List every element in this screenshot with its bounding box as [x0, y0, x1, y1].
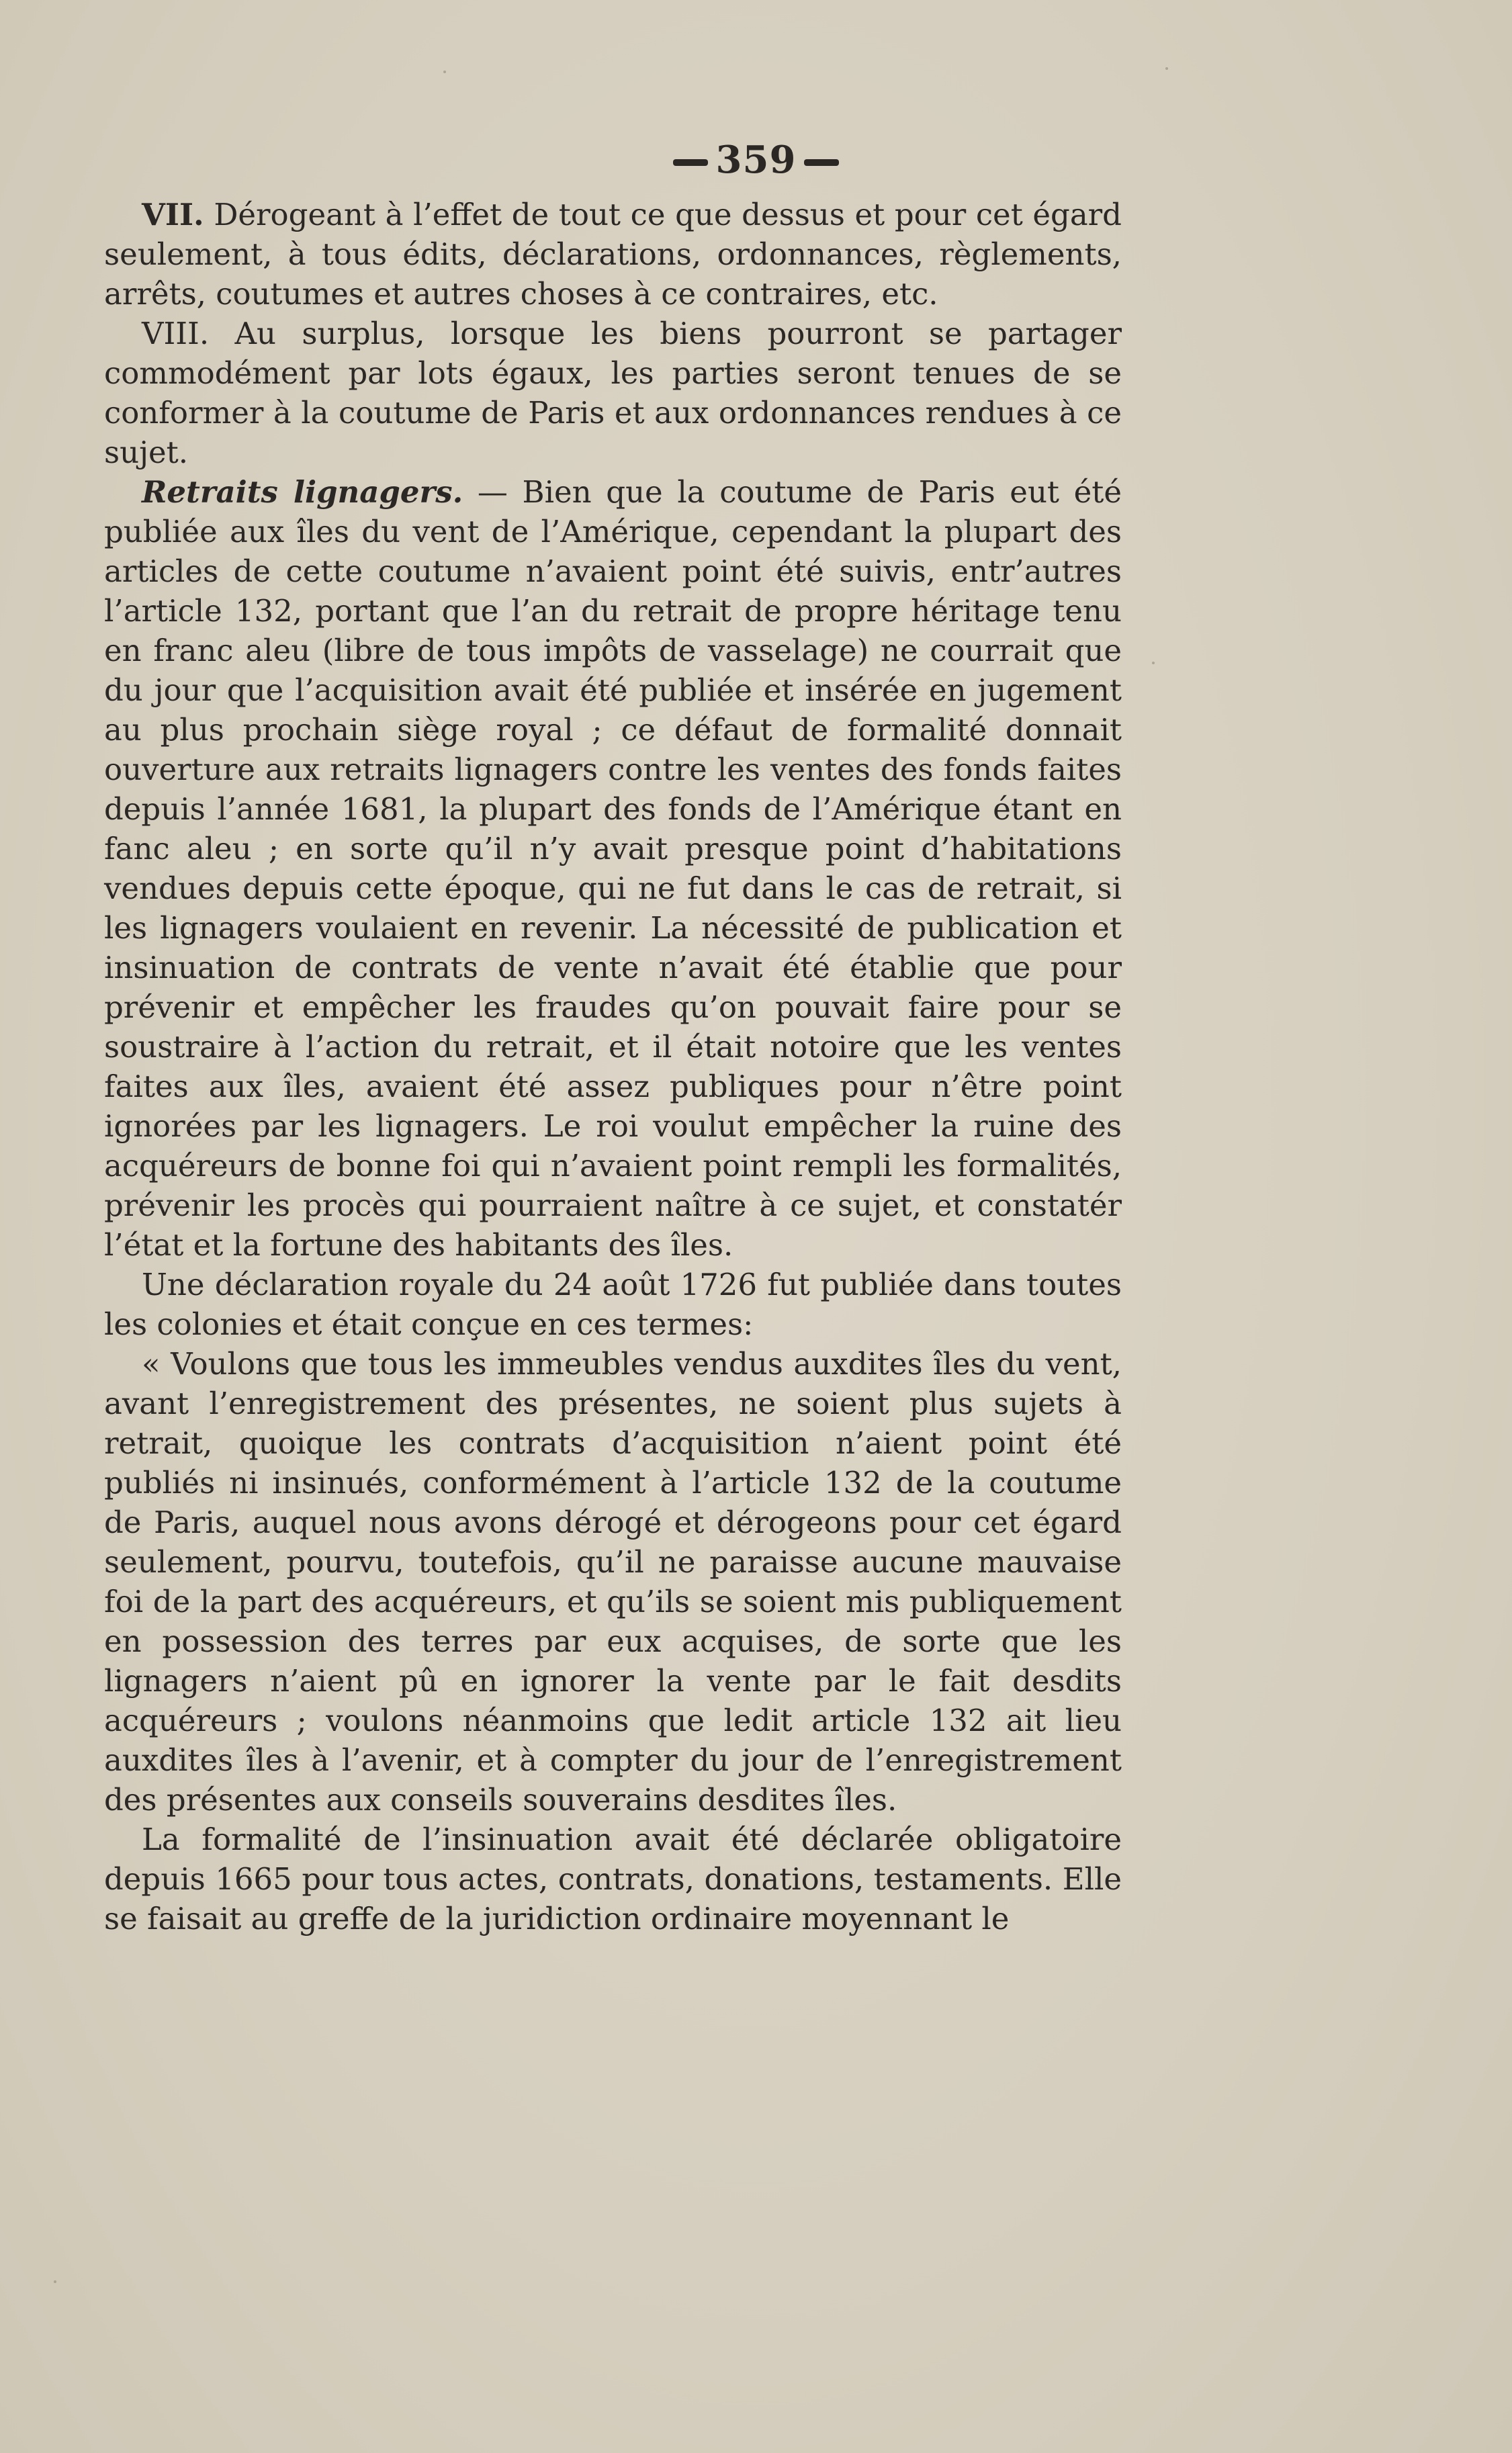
paper-speck — [443, 71, 446, 73]
left-dash-ornament — [673, 159, 708, 166]
paragraph-retraits-lignagers — [104, 472, 1122, 1265]
paper-speck — [1165, 67, 1168, 70]
right-dash-ornament — [804, 159, 839, 166]
paragraph-text: « Voulons que tous les immeubles vendus auxdites îles du vent, avant l’enregistrement des présentes, ne soient plus sujets à retrait, quoique les contrats d’acquisition n’aient point été publiés ni insinués, conformément à l’article 132 de la coutume de Paris, auquel nous avons dérogé et dérogeons pour cet égard seulement, pourvu, toutefois, qu’il ne paraisse aucune mauvaise foi de la part des acquéreurs, et qu’ils se soient mis publiquement en possession des terres par eux acquises, de sorte que les lignagers n’aient pû en ignorer la vente par le fait desdits acquéreurs ; voulons néanmoins que ledit article 132 ait lieu auxdites îles à l’avenir, et à compter du jour de l’enregistrement des présentes aux conseils souverains desdites îles. — [104, 1346, 1122, 1818]
article-number: VII. — [142, 197, 204, 232]
article-number: VIII. — [142, 316, 210, 351]
paragraph-text: Une déclaration royale du 24 août 1726 fut publiée dans toutes les colonies et était conçue en ces termes: — [104, 1267, 1122, 1342]
paragraph-article-vii — [104, 195, 1122, 314]
paragraph-text: Dérogeant à l’effet de tout ce que dessus et pour cet égard seulement, à tous édits, déclarations, ordonnances, règlements, arrêts, coutumes et autres choses à ce contraires, etc. — [104, 197, 1122, 312]
paragraph-text: La formalité de l’insinuation avait été déclarée obligatoire depuis 1665 pour tous actes, contrats, donations, testaments. Elle se faisait au greffe de la juridiction ordinaire moyennant le — [104, 1822, 1122, 1936]
paragraph-declaration — [104, 1265, 1122, 1344]
paragraph-quotation — [104, 1344, 1122, 1820]
paragraph-article-viii — [104, 314, 1122, 472]
paper-speck — [54, 2280, 56, 2283]
paragraph-text: — Bien que la coutume de Paris eut été publiée aux îles du vent de l’Amérique, cependant la plupart des articles de cette coutume n’avaient point été suivis, entr’autres l’article 132, portant que l’an du retrait de propre héritage tenu en franc aleu (libre de tous impôts de vasselage) ne courrait que du jour que l’acquisition avait été publiée et insérée en jugement au plus prochain siège royal ; ce défaut de formalité donnait ouverture aux retraits lignagers contre les ventes des fonds faites depuis l’année 1681, la plupart des fonds de l’Amérique étant en fanc aleu ; en sorte qu’il n’y avait presque point d’habitations vendues depuis cette époque, qui ne fut dans le cas de retrait, si les lignagers voulaient en revenir. La nécessité de publication et insinuation de contrats de vente n’avait été établie que pour prévenir et empêcher les fraudes qu’on pouvait faire pour se soustraire à l’action du retrait, et il était notoire que les ventes faites aux îles, avaient été assez publiques pour n’être point ignorées par les lignagers. Le roi voulut empêcher la ruine des acquéreurs de bonne foi qui n’avaient point rempli les formalités, prévenir les procès qui pourraient naître à ce sujet, et constatér l’état et la fortune des habitants des îles. — [104, 474, 1122, 1263]
section-heading: Retraits lignagers. — [142, 474, 463, 510]
paragraph-text: Au surplus, lorsque les biens pourront se partager commodément par lots égaux, les parties seront tenues de se conformer à la coutume de Paris et aux ordonnances rendues à ce sujet. — [104, 316, 1122, 470]
paragraph-insinuation — [104, 1820, 1122, 1938]
page-number-header — [0, 138, 1512, 182]
paper-speck — [1152, 662, 1155, 664]
body-text — [104, 195, 1122, 1938]
page-number: 359 — [715, 138, 797, 182]
